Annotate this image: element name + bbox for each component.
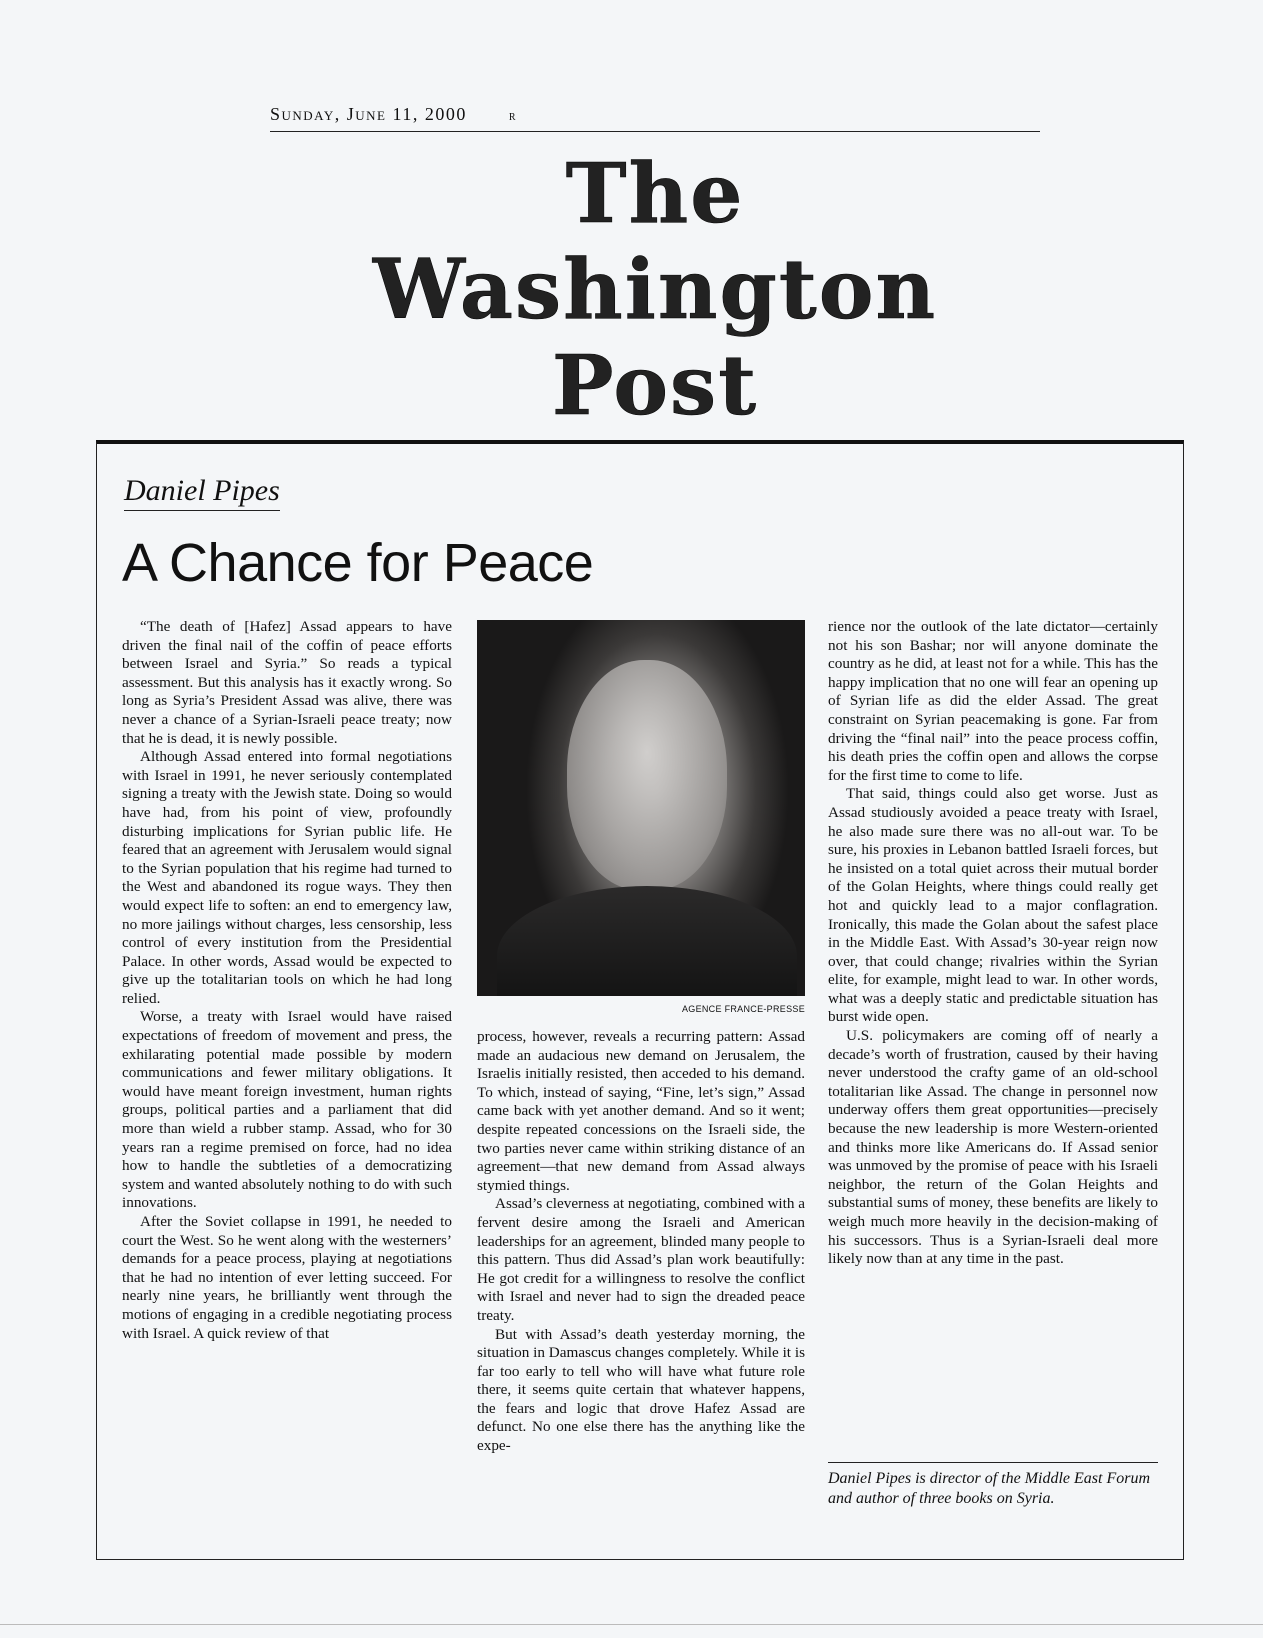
assad-portrait-photo xyxy=(477,620,805,996)
paragraph: That said, things could also get worse. Just as Assad studiously avoided a peace treaty with Israel, he also made sure there was no all-out war. To be sure, his proxies in Lebanon battled Israeli forces, but he insisted on a total quiet across their mutual border of the Golan Heights, where things could really get hot and quickly lead to a major conflagration. Ironically, this made the Golan about the safest place in the Middle East. With Assad’s 30-year reign now over, that could change; rivalries within the Syrian elite, for example, might lead to war. In other words, what was a deeply static and predictable situation has burst wide open. xyxy=(828,785,1158,1026)
date-text: Sunday, June 11, 2000 xyxy=(270,104,467,124)
byline: Daniel Pipes xyxy=(124,474,280,511)
dateline xyxy=(270,104,1040,132)
author-bio: Daniel Pipes is director of the Middle East Forum and author of three books on Syria. xyxy=(828,1462,1158,1508)
paragraph: After the Soviet collapse in 1991, he needed to court the West. So he went along with the westerners’ demands for a peace process, playing at negotiations that he had no intention of ever letting succeed. For nearly nine years, he brilliantly went through the motions of engaging in a credible negotiating process with Israel. A quick review of that xyxy=(122,1213,452,1342)
portrait-suit xyxy=(497,886,797,996)
paragraph: “The death of [Hafez] Assad appears to have driven the final nail of the coffin of peace efforts between Israel and Syria.” So reads a typical assessment. But this analysis has it exactly wrong. So long as Syria’s President Assad was alive, there was never a chance of a Syrian-Israeli peace treaty; now that he is dead, it is newly possible. xyxy=(122,618,452,747)
article-column-1 xyxy=(122,618,452,1343)
portrait-face xyxy=(567,660,727,890)
page-bottom-edge xyxy=(0,1624,1263,1625)
article-column-2 xyxy=(477,1028,805,1456)
paragraph: Assad’s cleverness at negotiating, combined with a fervent desire among the Israeli and American leaderships for an agreement, blinded many people to this pattern. Thus did Assad’s plan work beautifully: He got credit for a willingness to resolve the conflict with Israel and never had to sign the dreaded peace treaty. xyxy=(477,1195,806,1324)
masthead-logo: The Washington Post xyxy=(372,146,938,434)
photo-credit: AGENCE FRANCE-PRESSE xyxy=(681,1004,805,1014)
edition-mark: R xyxy=(508,112,516,123)
paragraph: Although Assad entered into formal negotiations with Israel in 1991, he never seriously contemplated signing a treaty with the Jewish state. Doing so would have had, from his point of view, profoundly disturbing implications for Syrian public life. He feared that an agreement with Jerusalem would signal to the Syrian population that his regime had turned to the West and abandoned its rogue ways. They then would expect life to soften: an end to emergency law, no more jailings without charges, less censorship, less control of every institution from the Presidential Palace. In other words, Assad would be expected to give up the totalitarian tools on which he had long relied. xyxy=(122,748,452,1007)
article-column-3 xyxy=(828,618,1158,1269)
paragraph: Worse, a treaty with Israel would have raised expectations of freedom of movement and press, the exhilarating potential made possible by modern communications and fewer military obligations. It would have meant foreign investment, human rights groups, political parties and a parliament that did more than wield a rubber stamp. Assad, who for 30 years ran a regime premised on force, had no idea how to handle the subtleties of a democratizing system and wanted absolutely nothing to do with such innovations. xyxy=(122,1008,452,1212)
paragraph: But with Assad’s death yesterday morning, the situation in Damascus changes completely. While it is far too early to tell who will have what future role there, it seems quite certain that whatever happens, the fears and logic that drove Hafez Assad are defunct. No one else there has the anything like the expe- xyxy=(477,1325,805,1455)
paragraph: U.S. policymakers are coming off of nearly a decade’s worth of frustration, caused by their having never understood the crafty game of an old-school totalitarian like Assad. The change in personnel now underway offers them great opportunities—precisely because the new leadership is more Western-oriented and thinks more like Americans do. If Assad senior was unmoved by the promise of peace with his Israeli neighbor, the return of the Golan Heights and substantial sums of money, these benefits are likely to weigh much more heavily in the decision-making of his successors. Thus is a Syrian-Israeli deal more likely now than at any time in the past. xyxy=(828,1027,1158,1268)
paragraph: rience nor the outlook of the late dictator—certainly not his son Bashar; nor will anyone dominate the country as he did, at least not for a while. This has the happy implication that no one will fear an opening up of Syrian life as did the elder Assad. The great constraint on Syrian peacemaking is gone. Far from driving the “final nail” into the peace process coffin, his death pries the coffin open and allows the corpse for the first time to come to life. xyxy=(828,618,1158,784)
headline: A Chance for Peace xyxy=(122,533,594,593)
paragraph: process, however, reveals a recurring pattern: Assad made an audacious new demand on Jerusalem, the Israelis initially resisted, then acceded to his demand. To which, instead of saying, “Fine, let’s sign,” Assad came back with yet another demand. And so it went; despite repeated concessions on the Israeli side, the two parties never came within striking distance of an agreement—that new demand from Assad always stymied things. xyxy=(477,1028,805,1194)
